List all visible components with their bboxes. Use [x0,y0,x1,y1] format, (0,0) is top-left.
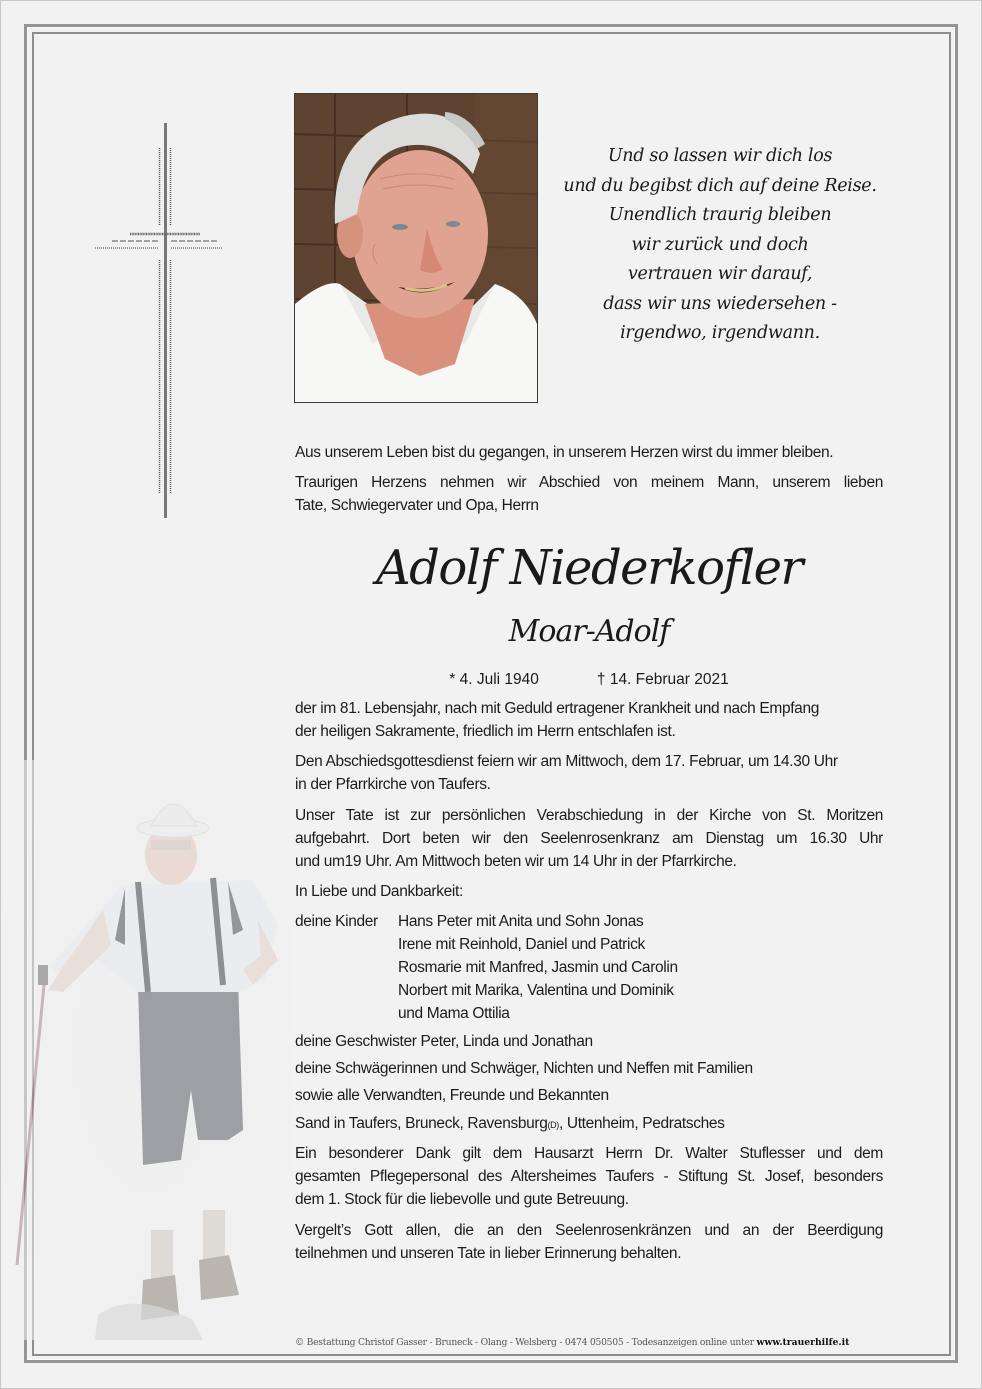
places-text: Sand in Taufers, Bruneck, Ravensburg [295,1115,548,1132]
deceased-name: Adolf Niederkofler [376,540,802,596]
text-line: Vergelt’s Gott allen, die an den Seelenrosenkränzen und an der Beerdigung [295,1222,883,1239]
text-line: aufgebahrt. Dort beten wir den Seelenrosenkranz am Dienstag um 16.30 Uhr [295,830,883,847]
text-line: gesamten Pflegepersonal des Altersheimes Taufers - Stiftung St. Josef, besonders [295,1168,883,1185]
child-family: Norbert mit Marika, Valentina und Dominik [398,982,674,999]
text-line: Den Abschiedsgottesdienst feiern wir am Mittwoch, dem 17. Februar, um 14.30 Uhr [295,753,838,770]
text-line: in der Pfarrkirche von Taufers. [295,776,491,793]
children-list [295,910,883,1025]
intro-paragraph [295,471,883,517]
thanks-paragraph [295,1142,883,1211]
child-family: und Mama Ottilia [398,1005,510,1022]
intro-line: Tate, Schwiegervater und Opa, Herrn [295,497,539,514]
country-code: (D) [547,1120,559,1130]
relatives-line: sowie alle Verwandten, Freunde und Bekannten [295,1087,609,1104]
child-family: Rosmarie mit Manfred, Jasmin und Carolin [398,959,678,976]
poem-line: dass wir uns wiedersehen - [603,293,837,314]
intro-line: Aus unserem Leben bist du gegangen, in unserem Herzen wirst du immer bleiben. [295,444,834,461]
text-line: Ein besonderer Dank gilt dem Hausarzt Herrn Dr. Walter Stuflesser und dem [295,1145,883,1162]
footer-credit [295,1337,893,1348]
children-label: deine Kinder [295,913,378,930]
poem-line: und du begibst dich auf deine Reise. [563,175,877,196]
in-laws-line: deine Schwägerinnen und Schwäger, Nichten und Neffen mit Familien [295,1060,753,1077]
portrait-photo [294,93,538,403]
birth-date: * 4. Juli 1940 [449,671,539,688]
closing-paragraph [295,1219,883,1265]
service-paragraph [295,750,883,796]
text-line: der im 81. Lebensjahr, nach mit Geduld ertragener Krankheit und nach Empfang [295,700,819,717]
poem-line: Unendlich traurig bleiben [608,205,832,225]
poem-line: wir zurück und doch [631,234,809,255]
child-family: Irene mit Reinhold, Daniel und Patrick [398,936,645,953]
death-date: † 14. Februar 2021 [596,671,729,688]
siblings-line: deine Geschwister Peter, Linda und Jonathan [295,1033,593,1050]
intro-line: Traurigen Herzens nehmen wir Abschied von meinem Mann, unserem lieben [295,474,883,491]
children-row [295,910,883,933]
text-line: dem 1. Stock für die liebevolle und gute Betreuung. [295,1191,629,1208]
places-text: , Uttenheim, Pedratsches [558,1115,725,1132]
life-dates [295,669,883,691]
text-line: Unser Tate ist zur persönlichen Verabschiedung in der Kirche von St. Moritzen [295,807,883,824]
footer-link[interactable]: www.trauerhilfe.it [756,1337,850,1348]
poem-line: vertrauen wir darauf, [627,264,813,284]
child-family: Hans Peter mit Anita und Sohn Jonas [398,913,644,930]
text-line: der heiligen Sakramente, friedlich im Herrn entschlafen ist. [295,723,676,740]
footer-text: © Bestattung Christof Gasser - Bruneck - Olang - Welsberg - 0474 050505 - Todesanzeigen online unter [295,1337,757,1348]
hiker-photo [3,760,293,1340]
text-line: und um19 Uhr. Am Mittwoch beten wir um 14 Uhr in der Pfarrkirche. [295,853,737,870]
poem-line: Und so lassen wir dich los [607,146,833,166]
deceased-nickname: Moar-Adolf [508,614,670,649]
viewing-paragraph [295,804,883,873]
poem-line: irgendwo, irgendwann. [620,323,820,343]
text-line: teilnehmen und unseren Tate in lieber Erinnerung behalten. [295,1245,682,1262]
cross-icon [90,120,230,525]
places-line [295,1112,883,1137]
poem [560,142,880,349]
passing-paragraph [295,697,883,743]
love-line: In Liebe und Dankbarkeit: [295,883,463,900]
